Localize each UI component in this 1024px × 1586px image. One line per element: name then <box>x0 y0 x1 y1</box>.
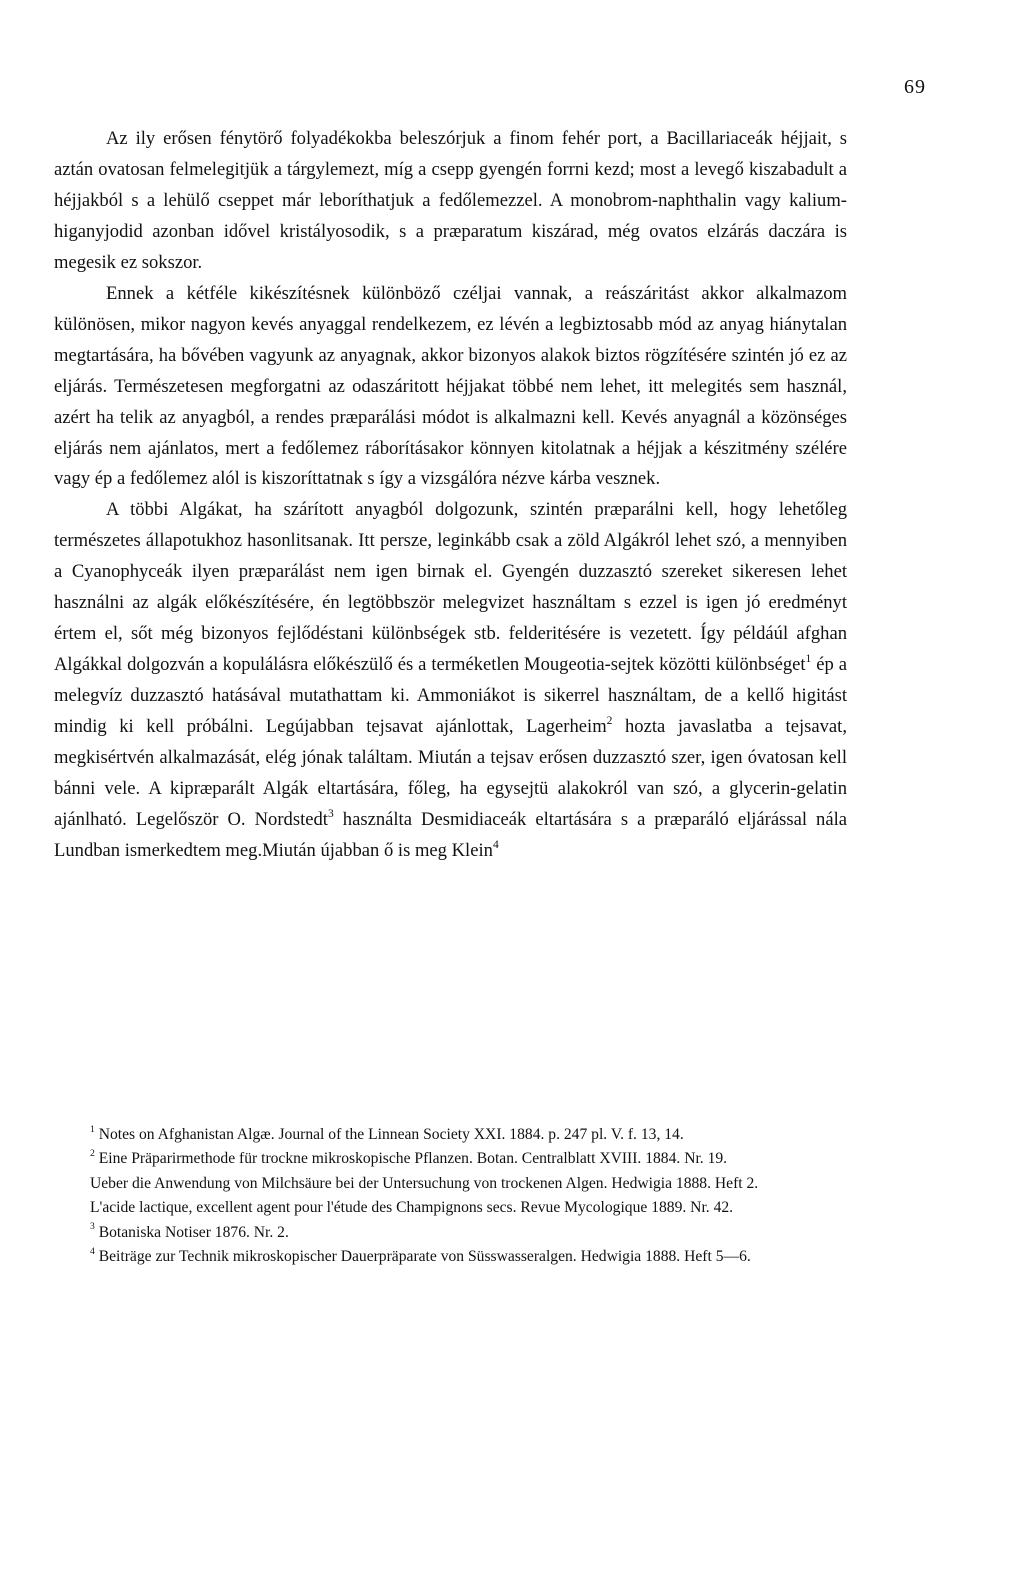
footnote-ref-4: 4 <box>492 838 499 851</box>
footnote-1-text: Notes on Afghanistan Algæ. Journal of the Linnean Society XXI. 1884. p. 247 pl. V. f. 13, 14. <box>98 1126 684 1143</box>
footnote-mark-1: 1 <box>90 1123 95 1135</box>
footnote-3 <box>54 1221 847 1245</box>
footnote-2c: L'acide lactique, excellent agent pour l'étude des Champignons secs. Revue Mycologique 1889. Nr. 42. <box>90 1199 734 1217</box>
paragraph-3-part-1: A többi Algákat, ha szárított anyagból dolgozunk, szintén præparálni kell, hogy lehetőleg természetes állapotukhoz hasonlitsanak. Itt persze, leginkább csak a zöld Algákról lehet szó, a mennyiben a Cyanophyceák ilyen præparálást nem igen birnak el. Gyengén duzzasztó szereket sikeresen lehet használni az algák előkészítésére, én legtöbbször melegvizet használtam s ezzel is igen jó eredményt értem el, sőt még bizonyos fejlődéstani különbségek stb. felderitésére is vezetett. Így példáúl afghan Algákkal dolgozván a kopulálásra előkészülő és a terméketlen Mougeotia-sejtek közötti különbséget <box>54 499 847 676</box>
paragraph-3-part-4: használta Desmidiaceák eltartására s a præparáló eljárással nála Lundban ismerkedtem meg.Miután újabban ő is meg Klein <box>54 808 848 861</box>
paragraph-1: Az ily erősen fénytörő folyadékokba beleszórjuk a finom fehér port, a Bacillariaceák héjjait, s aztán ovatosan felmelegitjük a tárgylemezt, míg a csepp gyengén forrni kezd; most a levegő kiszabadult a héjjakból s a lehülő cseppet már leboríthatjuk a fedőlemezzel. A monobrom-naphthalin vagy kalium-higanyjodid azonban idővel kristályosodik, s a præparatum kiszárad, még ovatos elzárás daczára is megesik ez sokszor. <box>54 128 847 273</box>
paragraph-3-part-2: ép a melegvíz duzzasztó hatásával mutathattam ki. Ammoniákot is sikerrel használtam, de a kellő higitást mindig ki kell próbálni. Legújabban tejsavat ajánlottak, Lagerheim <box>54 654 847 738</box>
footnote-mark-4: 4 <box>90 1245 95 1257</box>
footnotes <box>54 1123 847 1269</box>
paragraph-3 <box>54 495 847 866</box>
footnote-4-text: Beiträge zur Technik mikroskopischer Dauerpräparate von Süsswasseralgen. Hedwigia 1888. Heft 5—6. <box>98 1248 751 1266</box>
footnote-1 <box>54 1123 847 1147</box>
main-text <box>54 124 847 867</box>
footnote-ref-1: 1 <box>805 652 812 665</box>
page-number: 69 <box>904 76 926 98</box>
paragraph-3-part-3: hozta javaslatba a tejsavat, megkisértvén alkalmazását, elég jónak találtam. Miután a tejsav erősen duzzasztó szer, igen óvatosan kell bánni vele. A kipræparált Algák eltartására, főleg, ha egysejtü alakokról van szó, a glycerin-gelatin ajánlható. Legelőször O. Nordstedt <box>54 716 847 830</box>
footnote-mark-3: 3 <box>90 1221 95 1233</box>
paragraph-2: Ennek a kétféle kikészítésnek különböző czéljai vannak, a reászáritást akkor alkalmazom különösen, mikor nagyon kevés anyaggal rendelkezem, ez lévén a legbiztosabb mód az anyag hiánytalan megtartására, ha bővében vagyunk az anyagnak, akkor bizonyos alakok biztos rögzítésére szintén jó ez az eljárás. Természetesen megforgatni az odaszáritott héjjakat többé nem lehet, itt melegités sem használ, azért ha telik az anyagból, a rendes præparálási módot is alkalmazni kell. Kevés anyagnál a közönséges eljárás nem ajánlatos, mert a fedőlemez ráborításakor könnyen kitolatnak a héjjak a készitmény szélére vagy ép a fedőlemez alól is kiszoríttatnak s így a vizsgálóra nézve kárba vesznek. <box>54 282 847 490</box>
footnote-ref-2: 2 <box>606 714 613 727</box>
footnote-2-text: Eine Präparirmethode für trockne mikroskopische Pflanzen. Botan. Centralblatt XVIII. 1884. Nr. 19. <box>98 1150 728 1168</box>
footnote-2 <box>54 1147 847 1171</box>
footnote-4 <box>54 1245 847 1269</box>
footnote-mark-2: 2 <box>90 1148 95 1160</box>
footnote-3-text: Botaniska Notiser 1876. Nr. 2. <box>98 1223 289 1241</box>
footnote-2b: Ueber die Anwendung von Milchsäure bei der Untersuchung von trockenen Algen. Hedwigia 1888. Heft 2. <box>90 1174 759 1192</box>
footnote-ref-3: 3 <box>327 807 334 820</box>
